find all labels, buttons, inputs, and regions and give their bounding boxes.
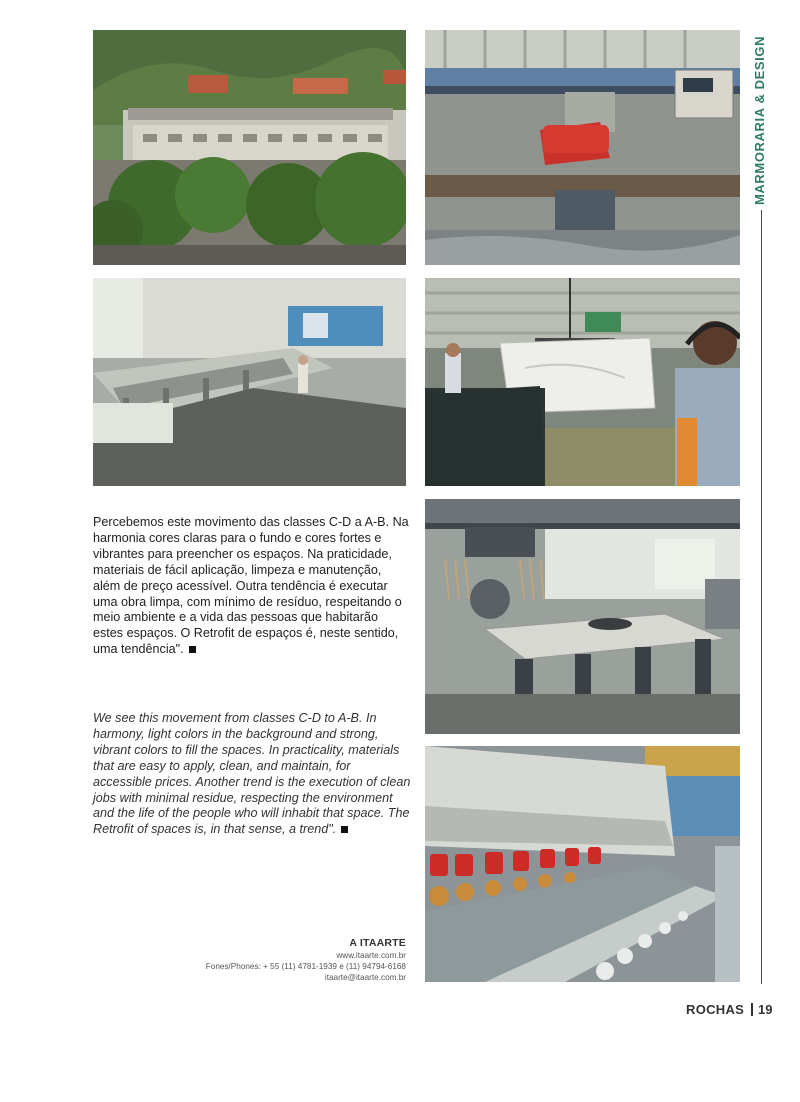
photo-edge-polisher <box>425 746 740 982</box>
page-number: 19 <box>758 1002 773 1017</box>
section-label: MARMORARIA & DESIGN <box>752 35 767 205</box>
photo-bridge-saw <box>425 30 740 265</box>
end-mark-icon <box>341 826 348 833</box>
company-website: www.itaarte.com.br <box>336 951 406 960</box>
article-text-portuguese <box>93 515 411 658</box>
photo-cnc-cutter <box>425 499 740 734</box>
article-text-english-content: We see this movement from classes C-D to A-B. In harmony, light colors in the background and strong, vibrant colors to fill the spaces. In practicality, materials that are easy to apply, clean, and maintain, for accessible prices. Another trend is the execution of clean jobs with minimal residue, respecting the environment and the life of the people who will inhabit that space. The Retrofit of spaces is, in that sense, a trend". <box>93 711 411 837</box>
company-phones: Fones/Phones: + 55 (11) 4781-1939 e (11) 94794-6168 <box>205 962 406 971</box>
end-mark-icon <box>189 646 196 653</box>
company-name: A ITAARTE <box>349 937 406 949</box>
photo-factory-exterior <box>93 30 406 265</box>
contact-block <box>146 936 406 983</box>
photo-polishing-line <box>93 278 406 486</box>
article-text-english <box>93 711 411 838</box>
article-text-portuguese-content: Percebemos este movimento das classes C-D a A-B. Na harmonia cores claras para o fundo e cores fortes e vibrantes para preencher os espaços. Na praticidade, materiais de fácil aplicação, limpeza e manutenção, além de preço acessível. Outra tendência é executar uma obra limpa, com mínimo de resíduo, respeitando o meio ambiente e a vida das pessoas que habitarão estes espaços. O Retrofit de espaços é, neste sentido, uma tendência". <box>93 515 409 657</box>
section-divider <box>761 210 762 984</box>
footer-divider <box>751 1003 753 1016</box>
magazine-logo: ROCHAS <box>686 1002 745 1017</box>
company-email: itaarte@itaarte.com.br <box>324 973 406 982</box>
photo-vacuum-lifter <box>425 278 740 486</box>
